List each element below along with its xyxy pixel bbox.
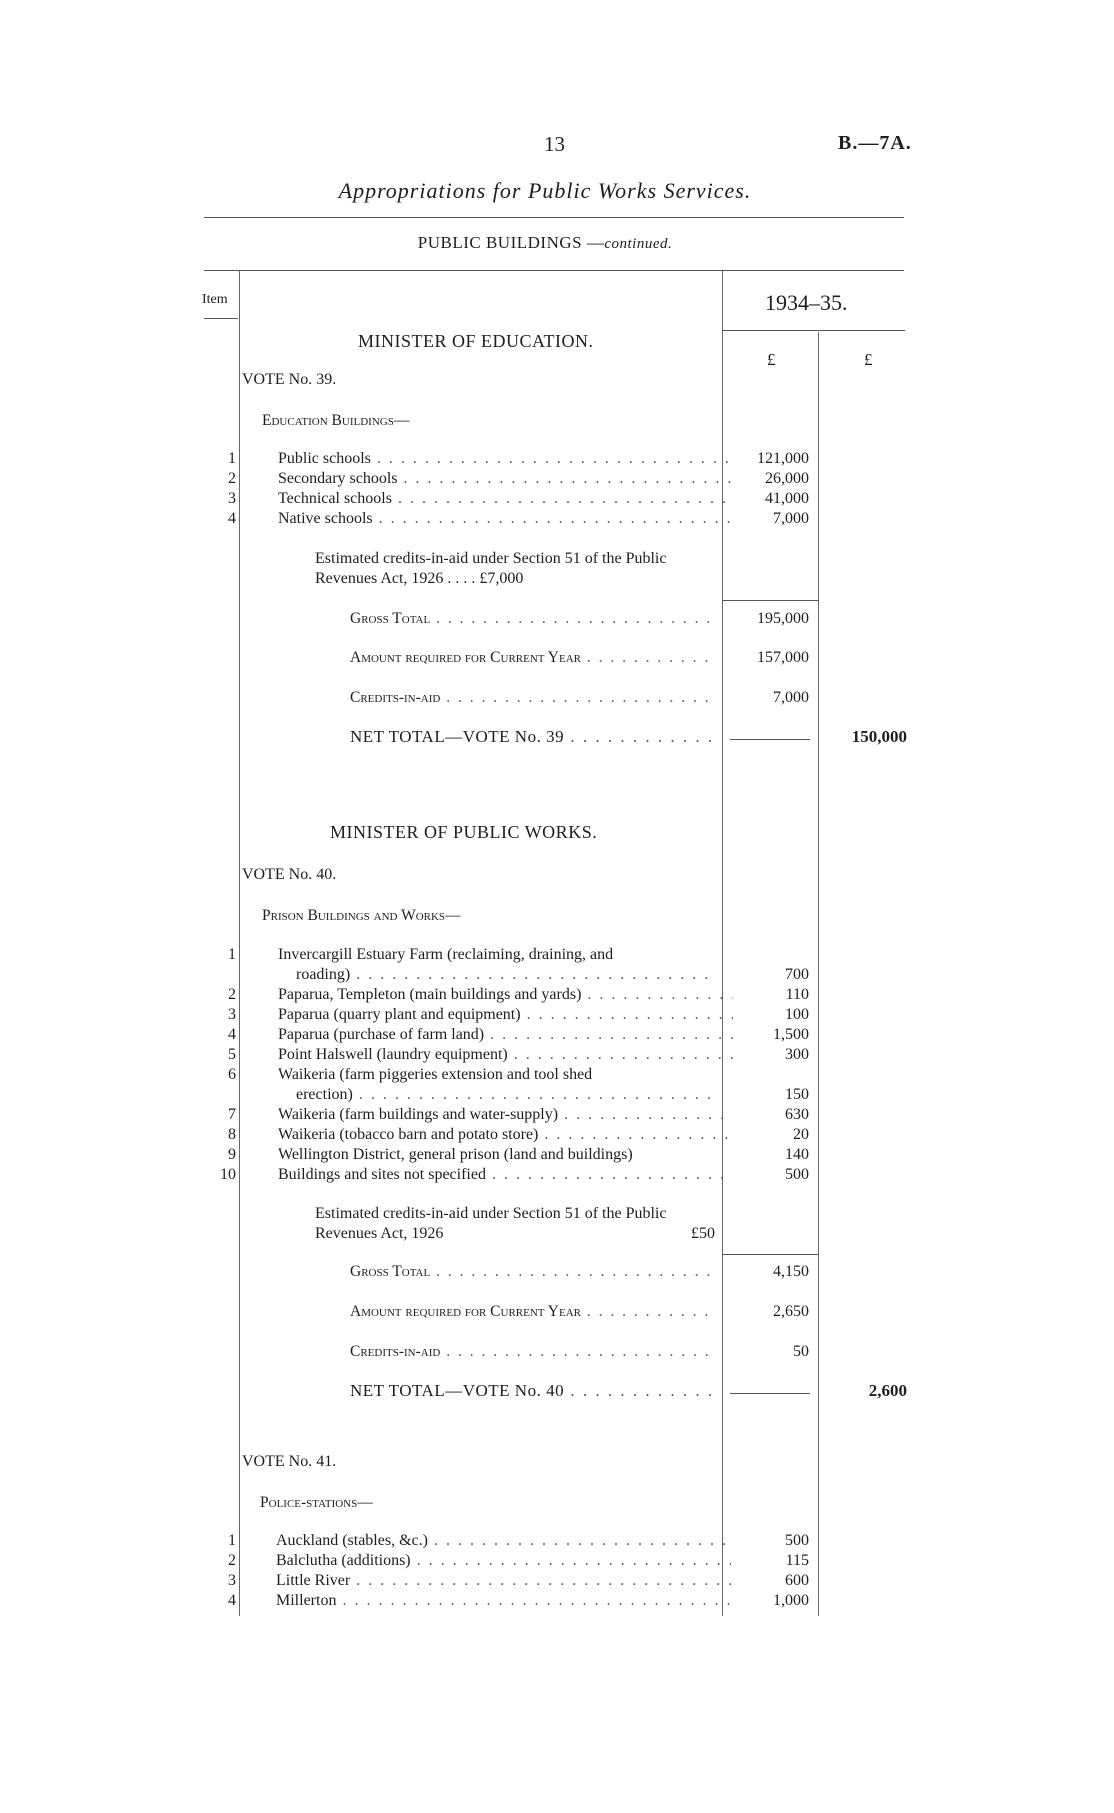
vote40-amount-required-label: Amount required for Current Year . . — [350, 1303, 715, 1321]
vote40-item-label: Point Halswell (laundry equipment) . . — [278, 1046, 733, 1064]
vote40-credits-in-aid-amount: 50 — [793, 1343, 809, 1360]
vote39-category: Education Buildings— — [262, 412, 410, 429]
vote40-item-amount: 300 — [785, 1046, 809, 1063]
vote39-amount-required-amount: 157,000 — [757, 649, 809, 666]
section-title: PUBLIC BUILDINGS —continued. — [417, 233, 673, 252]
vote39-item-label: Native schools . . — [278, 510, 733, 528]
vote40-item-label: Paparua, Templeton (main buildings and yards) . . — [278, 986, 733, 1004]
year-header-rule — [723, 330, 905, 331]
vote39-item-label: Public schools . . — [278, 450, 733, 468]
vote40-credits-note-amount: £50 — [691, 1225, 715, 1242]
vote40-credits-note: Estimated credits-in-aid under Section 51 of the Public Revenues Act, 1926 — [315, 1205, 667, 1242]
vote41-item-amount: 500 — [785, 1532, 809, 1549]
vote40-gross-rule — [723, 1254, 818, 1255]
vote40-item-number: 2 — [228, 986, 236, 1003]
vote39-item-amount: 7,000 — [773, 510, 809, 527]
document-reference: B.—7A. — [838, 132, 912, 154]
vote40-item-number: 1 — [228, 946, 236, 963]
vote40-item-label: Waikeria (farm buildings and water-supply) . . — [278, 1106, 733, 1124]
item-header-rule — [204, 318, 238, 319]
vote39-net-total-amount: 150,000 — [851, 727, 907, 746]
title-rule — [204, 217, 904, 218]
vote40-item-number: 8 — [228, 1126, 236, 1143]
vote41-category: Police-stations— — [260, 1494, 373, 1511]
vote39-minister: MINISTER OF EDUCATION. — [358, 331, 594, 351]
vote39-credits-in-aid-amount: 7,000 — [773, 689, 809, 706]
vote40-credits-in-aid-label: Credits-in-aid . . — [350, 1343, 715, 1361]
vote40-item-label-continued: erection) . . — [296, 1086, 716, 1104]
vote41-item-label: Millerton . . — [276, 1592, 731, 1610]
vote39-item-number: 4 — [228, 510, 236, 527]
vote40-item-number: 7 — [228, 1106, 236, 1123]
vote40-amount-required-amount: 2,650 — [773, 1303, 809, 1320]
vote40-item-label: Paparua (quarry plant and equipment) . . — [278, 1006, 733, 1024]
vote40-item-number: 5 — [228, 1046, 236, 1063]
vote41-item-label: Balclutha (additions) . . — [276, 1552, 731, 1570]
vote40-item-label: Invercargill Estuary Farm (reclaiming, draining, and — [278, 946, 614, 963]
vote39-item-label: Secondary schools . . — [278, 470, 733, 488]
vote40-item-label: Wellington District, general prison (land and buildings) — [278, 1146, 633, 1163]
vote40-net-total-label: NET TOTAL—VOTE No. 40 . . — [350, 1381, 715, 1401]
vote41-item-label: Auckland (stables, &c.) . . — [276, 1532, 731, 1550]
vote41-item-number: 4 — [228, 1592, 236, 1609]
vote41-item-number: 2 — [228, 1552, 236, 1569]
vote40-item-amount: 1,500 — [773, 1026, 809, 1043]
page-number: 13 — [544, 132, 565, 156]
vote40-item-amount: 700 — [785, 966, 809, 983]
vote39-net-rule — [730, 739, 810, 740]
vote39-item-number: 3 — [228, 490, 236, 507]
vote41-item-number: 1 — [228, 1532, 236, 1549]
vote39-net-total-label: NET TOTAL—VOTE No. 39 . . — [350, 727, 715, 747]
vote40-item-label-continued: roading) . . — [296, 966, 716, 984]
year-header: 1934–35. — [765, 290, 848, 315]
vote40-item-label: Buildings and sites not specified . . — [278, 1166, 733, 1184]
table-top-rule — [204, 270, 904, 271]
vote41-item-amount: 600 — [785, 1572, 809, 1589]
vote39-title: VOTE No. 39. — [242, 371, 337, 388]
vote40-item-label: Waikeria (tobacco barn and potato store) . . — [278, 1126, 733, 1144]
net-unit-label: £ — [864, 350, 873, 369]
vote40-item-amount: 630 — [785, 1106, 809, 1123]
vote40-item-amount: 150 — [785, 1086, 809, 1103]
item-column-header: Item — [202, 292, 228, 307]
vote40-item-number: 3 — [228, 1006, 236, 1023]
vote40-item-number: 9 — [228, 1146, 236, 1163]
vote40-category: Prison Buildings and Works— — [262, 907, 461, 924]
vote40-item-amount: 500 — [785, 1166, 809, 1183]
vote39-item-label: Technical schools . . — [278, 490, 733, 508]
item-column-divider — [239, 271, 240, 1616]
vote39-gross-rule — [723, 600, 818, 601]
vote40-title: VOTE No. 40. — [242, 866, 337, 883]
vote39-amount-required-label: Amount required for Current Year . . — [350, 649, 715, 667]
vote39-gross-total-label: Gross Total . . — [350, 610, 715, 628]
vote40-credits-note-block — [315, 1204, 715, 1244]
vote39-gross-total-amount: 195,000 — [757, 610, 809, 627]
vote40-item-amount: 20 — [793, 1126, 809, 1143]
vote40-gross-total-label: Gross Total . . — [350, 1263, 715, 1281]
vote40-net-rule — [730, 1393, 810, 1394]
vote41-item-number: 3 — [228, 1572, 236, 1589]
vote40-item-number: 6 — [228, 1066, 236, 1083]
vote41-item-amount: 115 — [785, 1552, 809, 1569]
vote40-item-amount: 110 — [785, 986, 809, 1003]
vote41-title: VOTE No. 41. — [242, 1453, 337, 1470]
net-column-divider — [818, 332, 819, 1616]
vote39-item-number: 1 — [228, 450, 236, 467]
document-title: Appropriations for Public Works Services. — [338, 178, 752, 203]
vote40-minister: MINISTER OF PUBLIC WORKS. — [330, 822, 598, 842]
vote39-item-amount: 41,000 — [765, 490, 809, 507]
section-title-text: PUBLIC BUILDINGS — [417, 233, 583, 252]
vote40-gross-total-amount: 4,150 — [773, 1263, 809, 1280]
vote40-item-amount: 100 — [785, 1006, 809, 1023]
vote40-item-label: Waikeria (farm piggeries extension and tool shed — [278, 1066, 593, 1083]
vote40-item-amount: 140 — [785, 1146, 809, 1163]
vote39-credits-in-aid-label: Credits-in-aid . . — [350, 689, 715, 707]
vote40-item-label: Paparua (purchase of farm land) . . — [278, 1026, 733, 1044]
vote40-item-number: 10 — [220, 1166, 236, 1183]
vote39-item-number: 2 — [228, 470, 236, 487]
vote40-item-number: 4 — [228, 1026, 236, 1043]
vote39-credits-note: Estimated credits-in-aid under Section 51 of the Public Revenues Act, 1926 . . . . £7,000 — [315, 550, 667, 587]
vote41-item-amount: 1,000 — [773, 1592, 809, 1609]
vote41-item-label: Little River . . — [276, 1572, 731, 1590]
vote39-item-amount: 26,000 — [765, 470, 809, 487]
vote40-net-total-amount: 2,600 — [868, 1381, 907, 1400]
vote39-item-amount: 121,000 — [757, 450, 809, 467]
amount-unit-label: £ — [767, 350, 776, 369]
section-continued: continued. — [604, 236, 673, 252]
